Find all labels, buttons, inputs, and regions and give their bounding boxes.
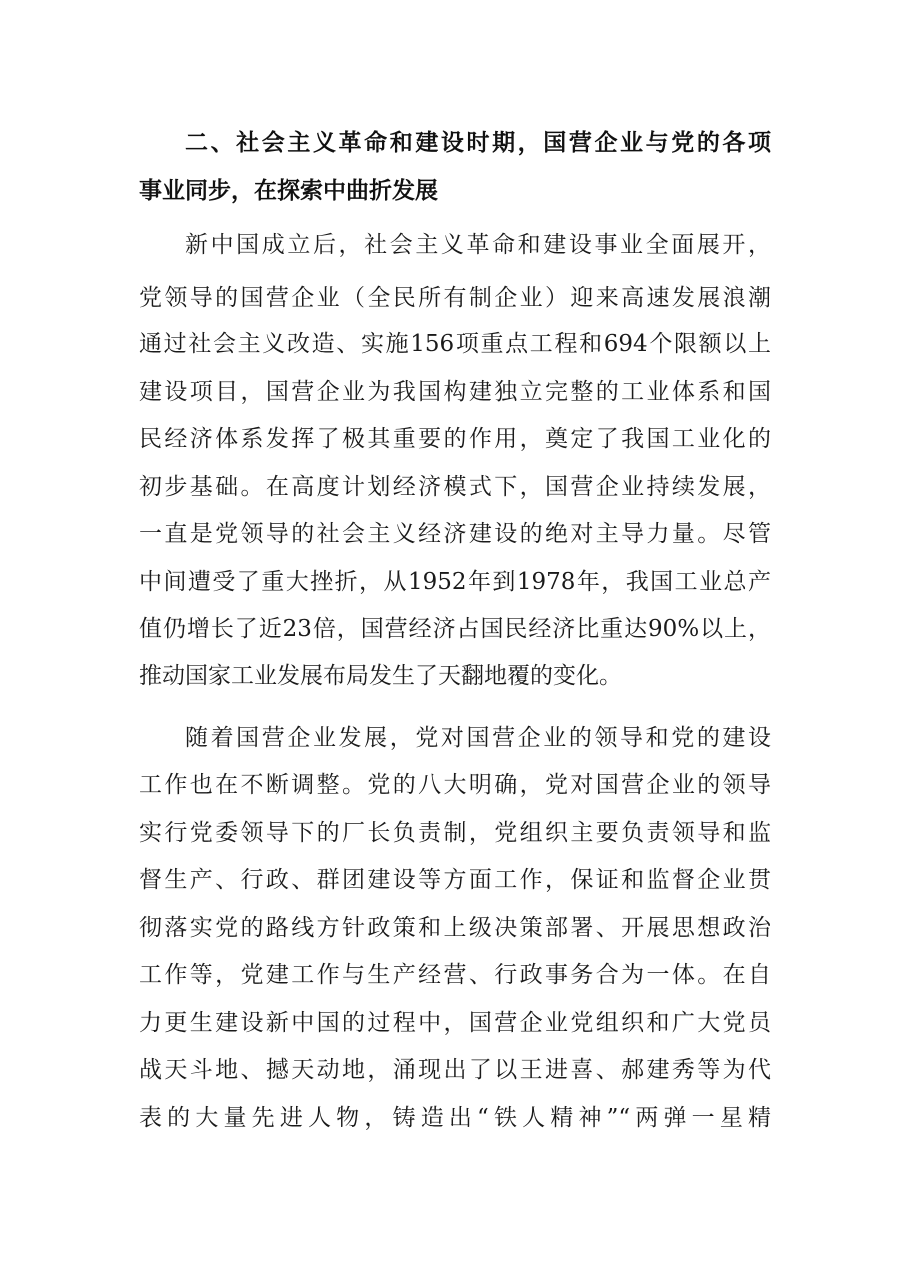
paragraph-1-line-10: 推动国家工业发展布局发生了天翻地覆的变化。 xyxy=(139,663,622,689)
paragraph-2-line-6: 工作等，党建工作与生产经营、行政事务合为一体。在自 xyxy=(139,962,771,988)
paragraph-1-line-2: 党领导的国营企业（全民所有制企业）迎来高速发展浪潮 xyxy=(139,285,771,311)
paragraph-2-line-1: 随着国营企业发展，党对国营企业的领导和党的建设 xyxy=(185,725,771,751)
paragraph-1-line-9: 值仍增长了近23倍，国营经济占国民经济比重达90%以上， xyxy=(139,616,771,642)
paragraph-1-line-4: 建设项目，国营企业为我国构建独立完整的工业体系和国 xyxy=(139,379,771,405)
paragraph-2-line-7: 力更生建设新中国的过程中，国营企业党组织和广大党员 xyxy=(139,1010,771,1036)
section-heading-line-1: 二、社会主义革命和建设时期，国营企业与党的各项 xyxy=(185,130,771,156)
paragraph-1-line-5: 民经济体系发挥了极其重要的作用，奠定了我国工业化的 xyxy=(139,426,771,452)
paragraph-2-line-5: 彻落实党的路线方针政策和上级决策部署、开展思想政治 xyxy=(139,915,771,941)
paragraph-2-line-9: 表的大量先进人物，铸造出“铁人精神”“两弹一星精 xyxy=(139,1105,771,1131)
paragraph-2-line-3: 实行党委领导下的厂长负责制，党组织主要负责领导和监 xyxy=(139,820,771,846)
paragraph-1-line-3: 通过社会主义改造、实施156项重点工程和694个限额以上 xyxy=(139,331,771,357)
paragraph-2-line-8: 战天斗地、撼天动地，涌现出了以王进喜、郝建秀等为代 xyxy=(139,1057,771,1083)
paragraph-1-line-6: 初步基础。在高度计划经济模式下，国营企业持续发展， xyxy=(139,474,771,500)
paragraph-1-line-7: 一直是党领导的社会主义经济建设的绝对主导力量。尽管 xyxy=(139,521,771,547)
section-heading-line-2: 事业同步，在探索中曲折发展 xyxy=(139,178,438,204)
paragraph-2-line-4: 督生产、行政、群团建设等方面工作，保证和监督企业贯 xyxy=(139,867,771,893)
paragraph-1-line-8: 中间遭受了重大挫折，从1952年到1978年，我国工业总产 xyxy=(139,569,771,595)
paragraph-2-line-2: 工作也在不断调整。党的八大明确，党对国营企业的领导 xyxy=(139,772,771,798)
paragraph-1-line-1: 新中国成立后，社会主义革命和建设事业全面展开， xyxy=(185,232,771,258)
